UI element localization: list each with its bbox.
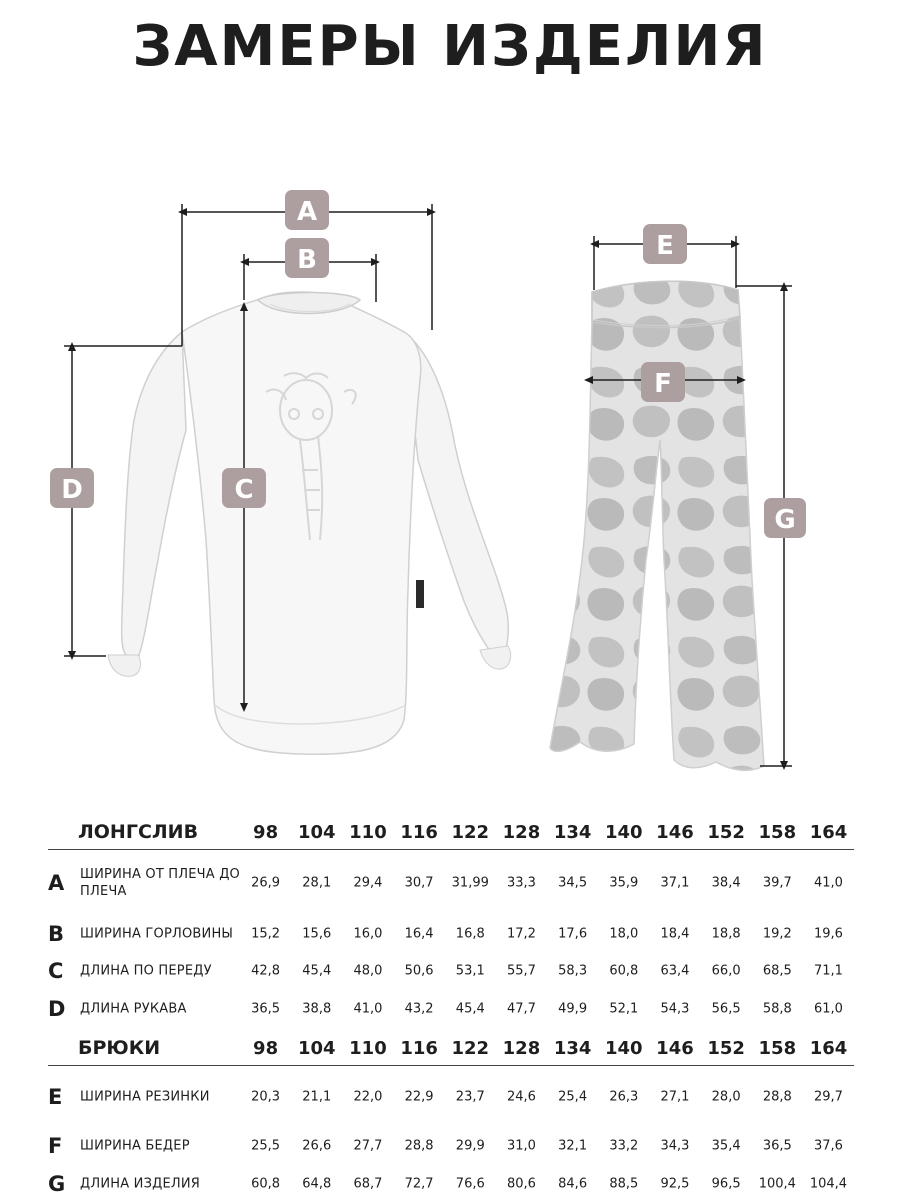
value-cell: 35,9: [609, 875, 639, 891]
size-cell: 98: [253, 1038, 279, 1059]
row-values: [240, 1177, 854, 1192]
row-label: ДЛИНА ПО ПЕРЕДУ: [80, 963, 212, 979]
row-label: ДЛИНА ИЗДЕЛИЯ: [80, 1176, 201, 1192]
value-cell: 43,2: [404, 1001, 434, 1017]
row-label: ШИРИНА ОТ ПЛЕЧА ДО ПЛЕЧА: [80, 867, 240, 899]
value-cell: 18,0: [609, 926, 639, 942]
table-row: [48, 952, 854, 990]
value-cell: 16,8: [455, 926, 485, 942]
size-cell: 104: [297, 1038, 336, 1059]
value-cell: 58,3: [558, 963, 588, 979]
svg-text:E: E: [656, 231, 674, 261]
value-cell: 96,5: [711, 1176, 741, 1192]
size-cell: 158: [758, 1038, 797, 1059]
size-cell: 140: [605, 822, 643, 843]
tag-a: [285, 190, 329, 230]
value-cell: 84,6: [558, 1176, 588, 1192]
size-cell: 146: [656, 822, 694, 843]
size-cell: 104: [297, 822, 336, 843]
row-values: [240, 1090, 854, 1105]
value-cell: 26,6: [302, 1138, 332, 1154]
value-cell: 20,3: [251, 1089, 281, 1105]
row-label: ШИРИНА РЕЗИНКИ: [80, 1089, 210, 1105]
value-cell: 29,7: [814, 1089, 843, 1105]
value-cell: 28,8: [762, 1089, 792, 1105]
pants-illustration: [550, 281, 764, 770]
value-cell: 37,6: [814, 1138, 843, 1154]
section-title: БРЮКИ: [78, 1037, 161, 1059]
value-cell: 30,7: [404, 875, 434, 891]
tag-c: [222, 468, 266, 508]
size-header-row: [240, 1038, 854, 1059]
svg-text:D: D: [61, 475, 83, 505]
value-cell: 41,0: [814, 875, 843, 891]
value-cell: 92,5: [660, 1176, 690, 1192]
table-row: [48, 990, 854, 1028]
row-label: ШИРИНА БЕДЕР: [80, 1138, 190, 1154]
tag-g: [764, 498, 806, 538]
value-cell: 28,8: [404, 1138, 434, 1154]
section-header: [48, 810, 854, 850]
table-row: [48, 1128, 854, 1164]
row-letter: G: [48, 1172, 66, 1196]
value-cell: 80,6: [506, 1176, 536, 1192]
value-cell: 63,4: [660, 963, 690, 979]
value-cell: 17,2: [506, 926, 536, 942]
size-cell: 164: [809, 822, 848, 843]
table-row: [48, 916, 854, 952]
value-cell: 22,9: [404, 1089, 434, 1105]
value-cell: 37,1: [660, 875, 690, 891]
size-cell: 152: [707, 1038, 745, 1059]
value-cell: 15,6: [302, 926, 332, 942]
value-cell: 28,0: [711, 1089, 741, 1105]
value-cell: 55,7: [506, 963, 536, 979]
value-cell: 60,8: [251, 1176, 281, 1192]
row-letter: A: [48, 871, 65, 895]
value-cell: 104,4: [809, 1176, 848, 1192]
svg-text:B: B: [297, 245, 317, 275]
tag-d: [50, 468, 94, 508]
value-cell: 34,5: [558, 875, 588, 891]
value-cell: 76,6: [455, 1176, 485, 1192]
row-values: [240, 1002, 854, 1017]
value-cell: 28,1: [302, 875, 332, 891]
table-row: [48, 1066, 854, 1128]
row-letter: E: [48, 1085, 63, 1109]
section-title: ЛОНГСЛИВ: [78, 821, 199, 843]
value-cell: 26,3: [609, 1089, 639, 1105]
value-cell: 19,6: [814, 926, 843, 942]
value-cell: 53,1: [455, 963, 485, 979]
value-cell: 26,9: [251, 875, 281, 891]
row-letter: F: [48, 1134, 63, 1158]
size-cell: 128: [502, 822, 541, 843]
value-cell: 47,7: [506, 1001, 536, 1017]
value-cell: 35,4: [711, 1138, 741, 1154]
value-cell: 68,5: [762, 963, 792, 979]
value-cell: 41,0: [353, 1001, 383, 1017]
value-cell: 18,8: [711, 926, 741, 942]
value-cell: 27,1: [660, 1089, 690, 1105]
size-cell: 110: [349, 1038, 387, 1059]
size-header-row: [240, 822, 854, 843]
size-cell: 122: [451, 822, 490, 843]
svg-text:G: G: [774, 505, 796, 535]
value-cell: 34,3: [660, 1138, 690, 1154]
value-cell: 29,4: [353, 875, 383, 891]
value-cell: 15,2: [251, 926, 281, 942]
value-cell: 17,6: [558, 926, 588, 942]
value-cell: 32,1: [558, 1138, 588, 1154]
size-cell: 134: [553, 1038, 592, 1059]
value-cell: 16,0: [353, 926, 383, 942]
page-title: ЗАМЕРЫ ИЗДЕЛИЯ: [132, 14, 768, 79]
row-letter: B: [48, 922, 65, 946]
value-cell: 16,4: [404, 926, 434, 942]
table-row: [48, 850, 854, 916]
size-cell: 152: [707, 822, 745, 843]
value-cell: 45,4: [455, 1001, 485, 1017]
row-label: ДЛИНА РУКАВА: [80, 1001, 187, 1017]
row-values: [240, 876, 854, 891]
size-cell: 122: [451, 1038, 490, 1059]
size-cell: 98: [253, 822, 279, 843]
section-header: [48, 1026, 854, 1066]
value-cell: 19,2: [762, 926, 792, 942]
value-cell: 52,1: [609, 1001, 639, 1017]
value-cell: 29,9: [455, 1138, 485, 1154]
tag-b: [285, 238, 329, 278]
value-cell: 54,3: [660, 1001, 690, 1017]
value-cell: 39,7: [762, 875, 792, 891]
value-cell: 36,5: [762, 1138, 792, 1154]
size-cell: 146: [656, 1038, 694, 1059]
value-cell: 21,1: [302, 1089, 332, 1105]
value-cell: 27,7: [353, 1138, 383, 1154]
row-values: [240, 1139, 854, 1154]
value-cell: 56,5: [711, 1001, 741, 1017]
size-cell: 158: [758, 822, 797, 843]
svg-text:F: F: [654, 369, 672, 399]
size-cell: 140: [605, 1038, 643, 1059]
value-cell: 36,5: [251, 1001, 281, 1017]
size-cell: 128: [502, 1038, 541, 1059]
size-cell: 110: [349, 822, 387, 843]
value-cell: 66,0: [711, 963, 741, 979]
value-cell: 58,8: [762, 1001, 792, 1017]
value-cell: 100,4: [758, 1176, 796, 1192]
section-longsleeve: [48, 810, 854, 1028]
value-cell: 68,7: [353, 1176, 383, 1192]
value-cell: 49,9: [558, 1001, 588, 1017]
value-cell: 18,4: [660, 926, 690, 942]
value-cell: 31,99: [451, 875, 489, 891]
value-cell: 45,4: [302, 963, 332, 979]
value-cell: 50,6: [404, 963, 434, 979]
row-letter: D: [48, 997, 66, 1021]
row-letter: C: [48, 959, 64, 983]
value-cell: 33,3: [506, 875, 536, 891]
value-cell: 25,4: [558, 1089, 588, 1105]
value-cell: 71,1: [814, 963, 843, 979]
size-cell: 116: [400, 822, 438, 843]
size-cell: 116: [400, 1038, 438, 1059]
value-cell: 25,5: [251, 1138, 281, 1154]
value-cell: 23,7: [455, 1089, 485, 1105]
size-cell: 164: [809, 1038, 848, 1059]
svg-text:C: C: [234, 475, 254, 505]
value-cell: 33,2: [609, 1138, 639, 1154]
tag-f: [641, 362, 685, 402]
size-cell: 134: [553, 822, 592, 843]
value-cell: 48,0: [353, 963, 383, 979]
value-cell: 60,8: [609, 963, 639, 979]
value-cell: 64,8: [302, 1176, 332, 1192]
value-cell: 72,7: [404, 1176, 434, 1192]
section-pants: [48, 1026, 854, 1200]
table-row: [48, 1164, 854, 1200]
longsleeve-illustration: [108, 292, 511, 754]
value-cell: 31,0: [506, 1138, 536, 1154]
row-values: [240, 964, 854, 979]
tag-e: [643, 224, 687, 264]
svg-text:A: A: [296, 197, 318, 227]
value-cell: 42,8: [251, 963, 281, 979]
value-cell: 22,0: [353, 1089, 383, 1105]
value-cell: 88,5: [609, 1176, 639, 1192]
value-cell: 61,0: [814, 1001, 843, 1017]
value-cell: 38,8: [302, 1001, 332, 1017]
row-label: ШИРИНА ГОРЛОВИНЫ: [80, 926, 234, 942]
value-cell: 38,4: [711, 875, 741, 891]
value-cell: 24,6: [506, 1089, 536, 1105]
row-values: [240, 927, 854, 942]
